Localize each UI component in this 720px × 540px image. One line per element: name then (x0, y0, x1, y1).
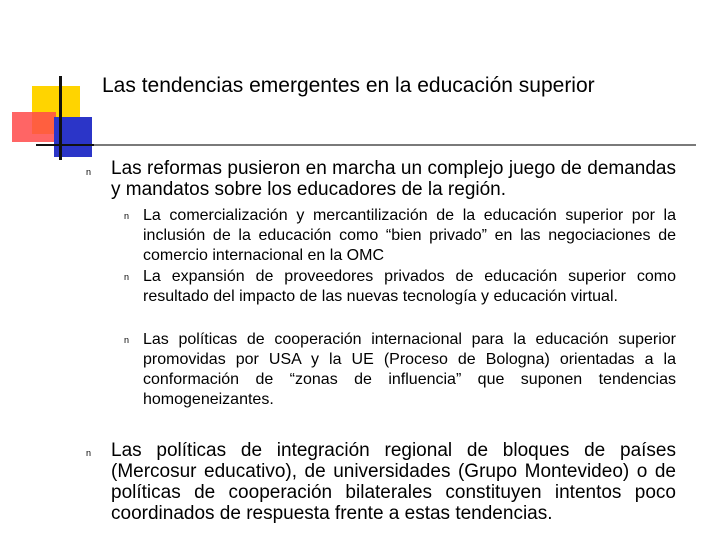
sub-bullet-text: Las políticas de cooperación internacional para la educación superior promovidas por USA y la UE (Proceso de Bologna) orientadas a la conformación de “zonas de influencia” que suponen tendencias homogeneizantes. (143, 331, 676, 408)
bullet-marker: n (86, 448, 92, 458)
sub-bullet-marker: n (124, 272, 130, 282)
sub-bullet-marker: n (124, 211, 130, 221)
slide-title: Las tendencias emergentes en la educación superior (102, 74, 595, 97)
vertical-line-decoration (59, 76, 62, 160)
title-underline (94, 144, 696, 146)
bullet-marker: n (86, 167, 92, 177)
bullet-text: Las políticas de integración regional de bloques de países (Mercosur educativo), de universidades (Grupo Montevideo) o de políticas de cooperación bilaterales constituyen intentos poco coordinados de respuesta frente a estas tendencias. (111, 440, 676, 524)
sub-bullet-text: La comercialización y mercantilización de la educación superior por la inclusión de la educación como “bien privado” en las negociaciones de comercio internacional en la OMC (143, 207, 676, 264)
sub-bullet-text: La expansión de proveedores privados de educación superior como resultado del impacto de las nuevas tecnología y educación virtual. (143, 268, 676, 305)
sub-bullet-marker: n (124, 335, 130, 345)
bullet-text: Las reformas pusieron en marcha un complejo juego de demandas y mandatos sobre los educadores de la región. (111, 158, 676, 200)
red-rectangle-decoration (12, 112, 56, 142)
horizontal-line-decoration (36, 144, 96, 146)
